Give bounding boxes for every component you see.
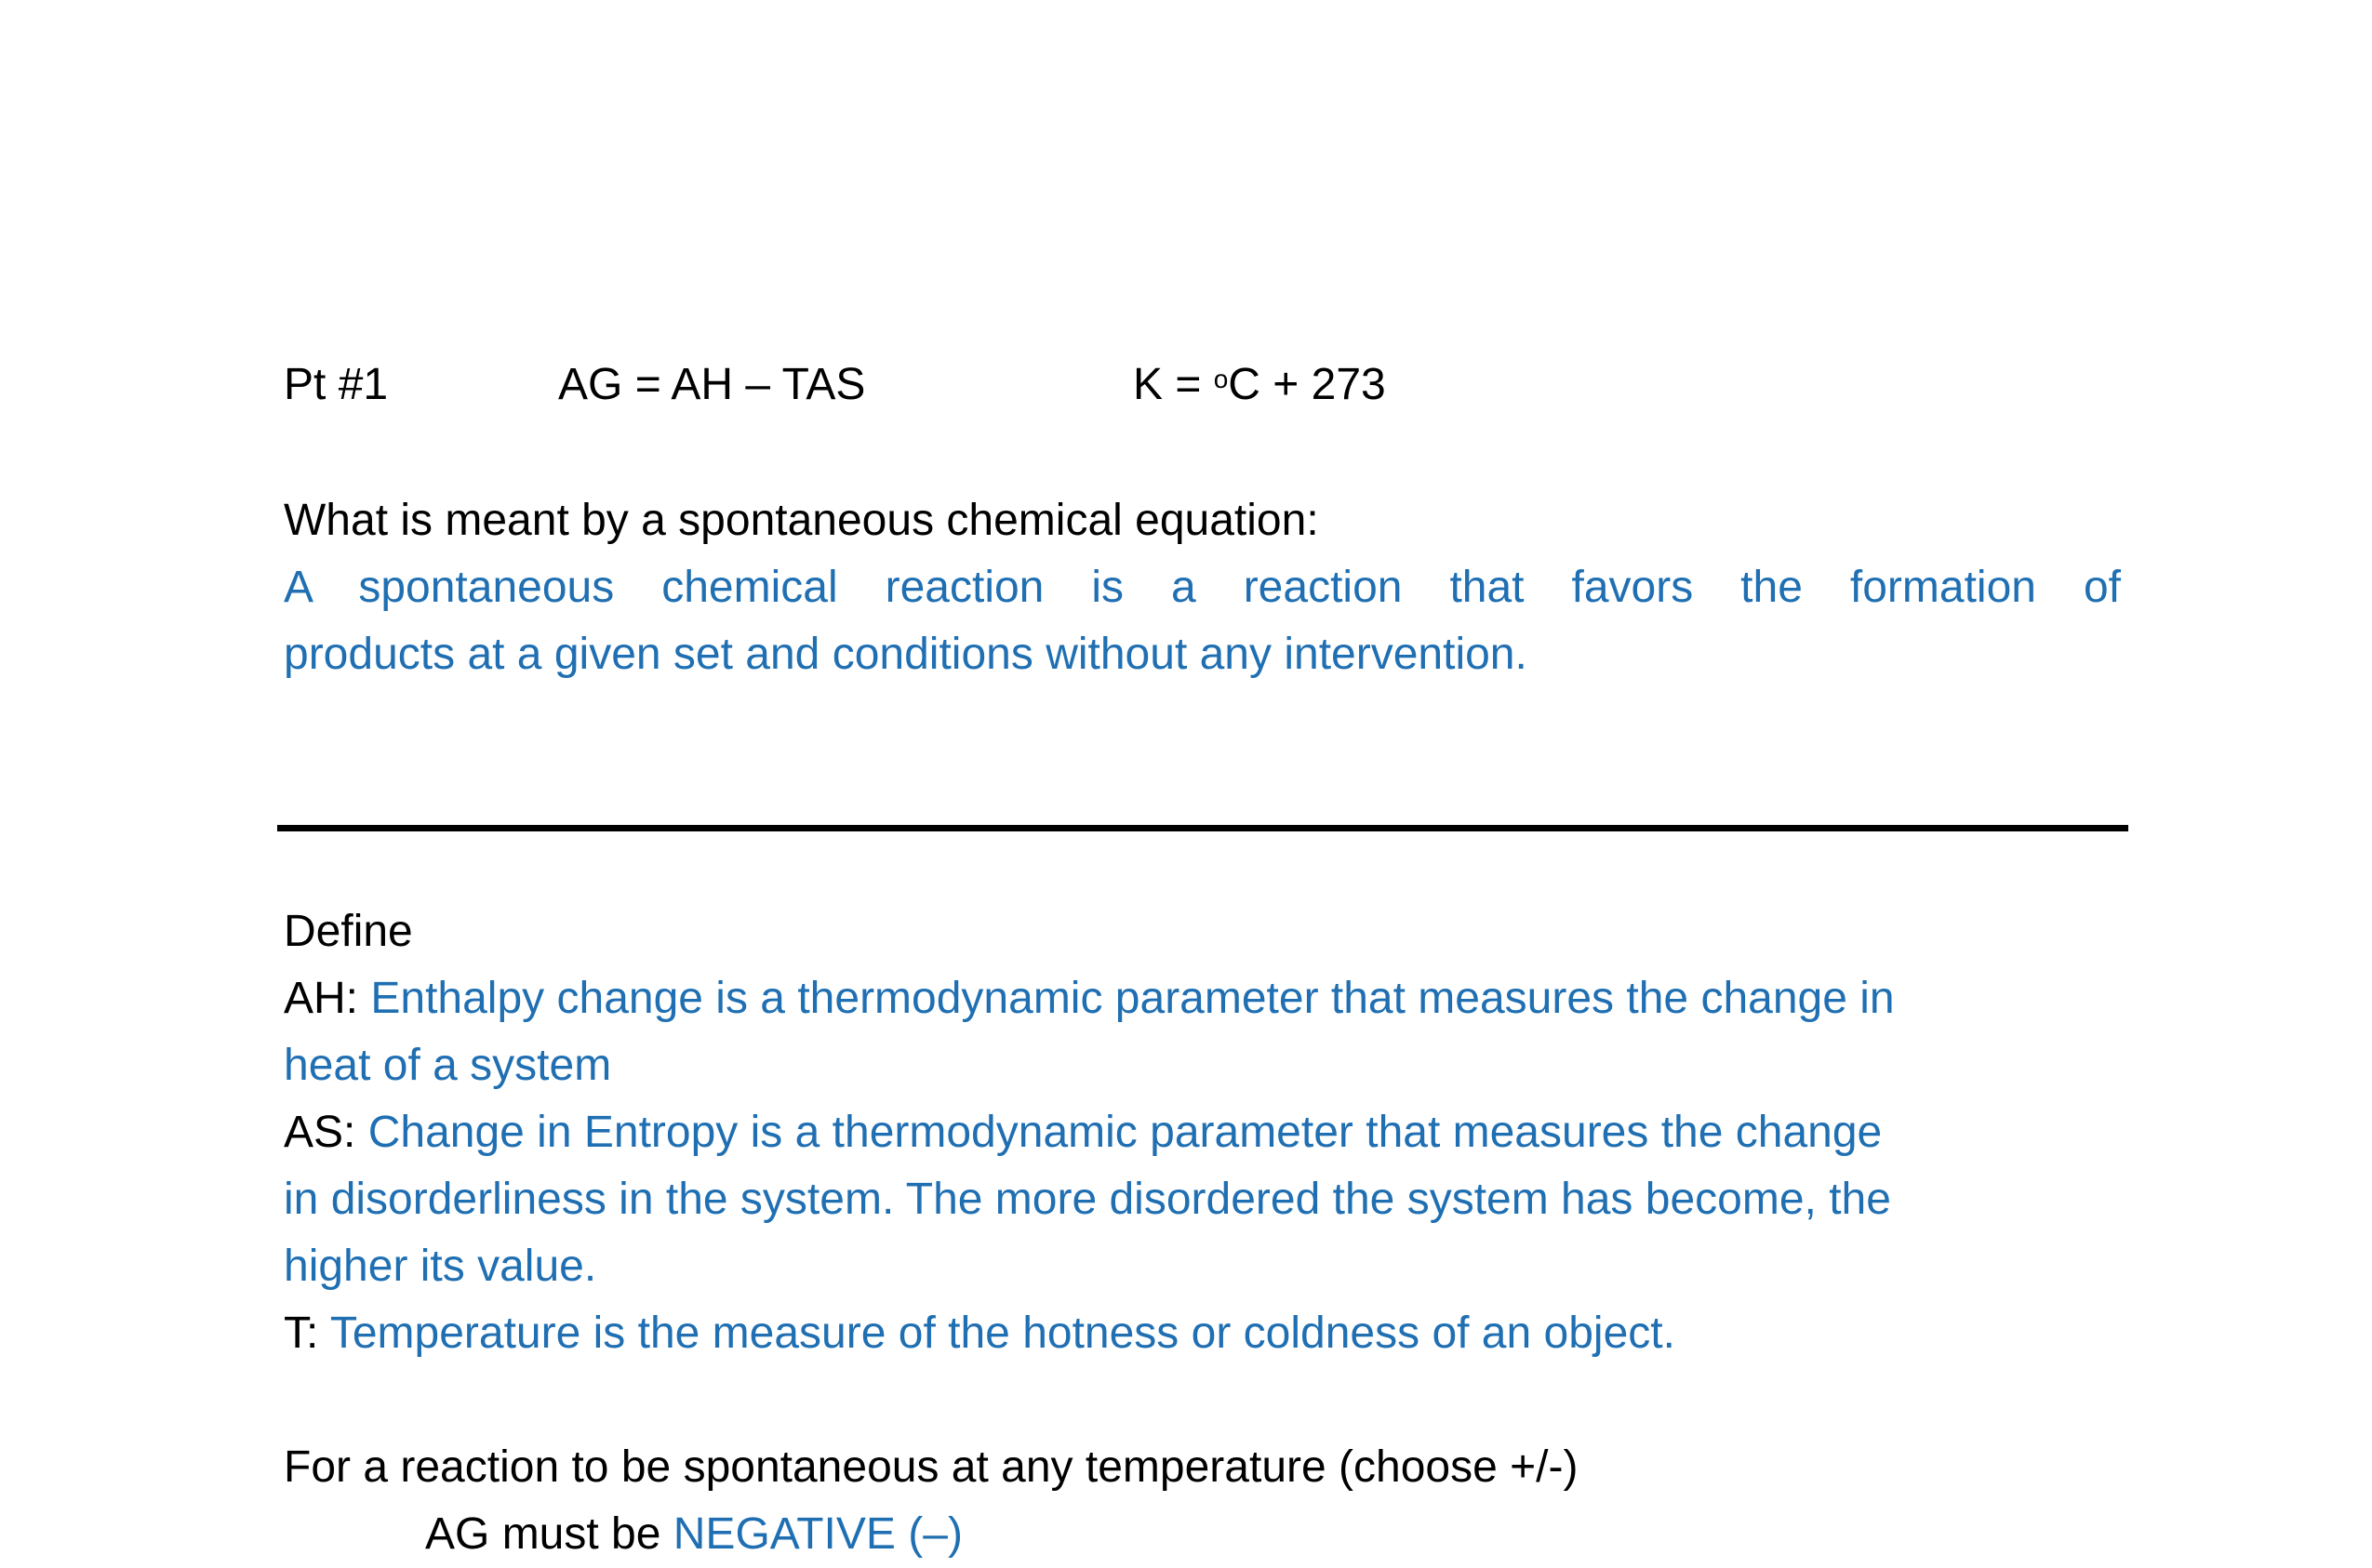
condition-prompt: For a reaction to be spontaneous at any temperature (choose +/-) <box>284 1442 1579 1492</box>
as-definition-line-3: higher its value. <box>284 1242 597 1291</box>
divider-line <box>277 825 2128 831</box>
ah-label: AH: <box>284 974 371 1023</box>
ah-definition-line-1 <box>284 965 1895 1032</box>
gibbs-formula: AG = AH – TAS <box>558 360 866 409</box>
as-definition-text: Change in Entropy is a thermodynamic parameter that measures the change <box>367 1108 1883 1157</box>
kelvin-suffix: C + 273 <box>1228 360 1386 409</box>
t-definition-text: Temperature is the measure of the hotness or coldness of an object. <box>329 1309 1675 1358</box>
ag-condition <box>425 1501 963 1568</box>
part-label: Pt #1 <box>284 360 389 409</box>
ah-definition-text: Enthalpy change is a thermodynamic parameter that measures the change in <box>370 974 1895 1023</box>
ag-answer: NEGATIVE (–) <box>673 1509 963 1559</box>
as-definition-line-1 <box>284 1099 1882 1166</box>
kelvin-formula <box>1133 352 1386 419</box>
ah-definition-line-2: heat of a system <box>284 1041 612 1090</box>
ag-label: AG must be <box>425 1509 673 1559</box>
spontaneous-answer-line-1: A spontaneous chemical reaction is a reaction that favors the formation of <box>284 563 2121 612</box>
as-label: AS: <box>284 1108 368 1157</box>
kelvin-prefix: K = <box>1133 360 1214 409</box>
spontaneous-question: What is meant by a spontaneous chemical equation: <box>284 496 1319 545</box>
as-definition-line-2: in disorderliness in the system. The more disordered the system has become, the <box>284 1175 1891 1224</box>
define-heading: Define <box>284 907 413 956</box>
spontaneous-answer-line-2: products at a given set and conditions without any intervention. <box>284 630 1527 679</box>
t-label: T: <box>284 1309 330 1358</box>
degree-symbol: o <box>1213 365 1229 393</box>
t-definition <box>284 1300 1675 1367</box>
